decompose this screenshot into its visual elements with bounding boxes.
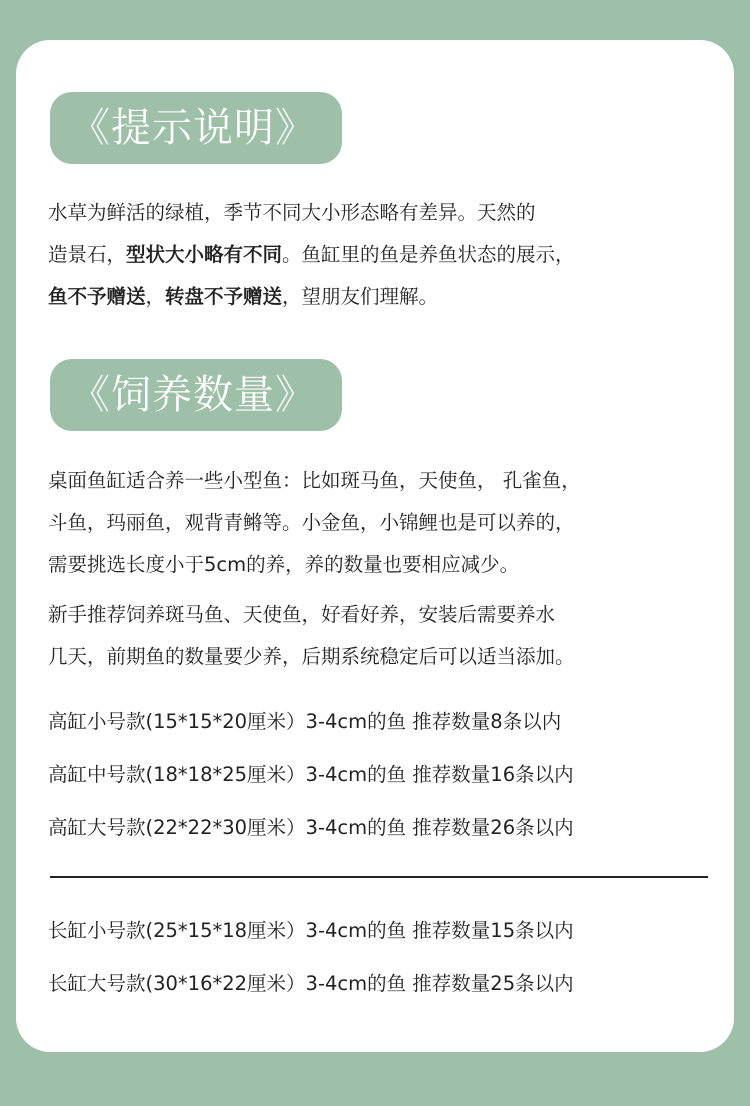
notice-line-2: [48, 234, 708, 276]
fish-suggestion-line: 斗鱼，玛丽鱼，观背青鳉等。小金鱼，小锦鲤也是可以养的，: [48, 511, 575, 534]
long-tank-row-large: 长缸大号款(30*16*22厘米）3-4cm的鱼 推荐数量25条以内: [48, 972, 574, 995]
notice-line-2-text-b: 。鱼缸里的鱼是养鱼状态的展示，: [282, 243, 575, 266]
beginner-line: 几天，前期鱼的数量要少养，后期系统稳定后可以适当添加。: [48, 645, 575, 668]
tall-tank-row-large: 高缸大号款(22*22*30厘米）3-4cm的鱼 推荐数量26条以内: [48, 816, 574, 839]
notice-card: [16, 40, 734, 1052]
notice-line-3: [48, 276, 708, 318]
long-tank-row-small: 长缸小号款(25*15*18厘米）3-4cm的鱼 推荐数量15条以内: [48, 919, 574, 942]
fish-suggestion-paragraph: [48, 460, 708, 586]
notice-line-3-text-a: ，: [145, 285, 166, 308]
beginner-paragraph: [48, 594, 708, 678]
fish-suggestion-line: 桌面鱼缸适合养一些小型鱼：比如斑马鱼，天使鱼， 孔雀鱼，: [48, 469, 581, 492]
beginner-line: 新手推荐饲养斑马鱼、天使鱼，好看好养，安装后需要养水: [48, 603, 556, 626]
notice-line-1: 水草为鲜活的绿植，季节不同大小形态略有差异。天然的: [48, 201, 536, 224]
tall-tank-row-medium: 高缸中号款(18*18*25厘米）3-4cm的鱼 推荐数量16条以内: [48, 763, 574, 786]
notice-line-2-bold: 型状大小略有不同: [126, 243, 283, 266]
notice-line-3-text-b: ，望朋友们理解。: [282, 285, 439, 308]
divider: [50, 876, 708, 878]
tall-tank-list: [48, 695, 708, 854]
notice-line-3-bold-b: 转盘不予赠送: [165, 285, 283, 308]
long-tank-list: [48, 904, 708, 1010]
notice-paragraph: [48, 192, 708, 318]
section-title-quantity: 《饲养数量》: [50, 359, 342, 431]
notice-line-3-bold-a: 鱼不予赠送: [48, 285, 146, 308]
section-title-notice: 《提示说明》: [50, 92, 342, 164]
tall-tank-row-small: 高缸小号款(15*15*20厘米）3-4cm的鱼 推荐数量8条以内: [48, 710, 562, 733]
notice-line-2-text-a: 造景石，: [48, 243, 127, 266]
fish-suggestion-line: 需要挑选长度小于5cm的养，养的数量也要相应减少。: [48, 553, 520, 576]
